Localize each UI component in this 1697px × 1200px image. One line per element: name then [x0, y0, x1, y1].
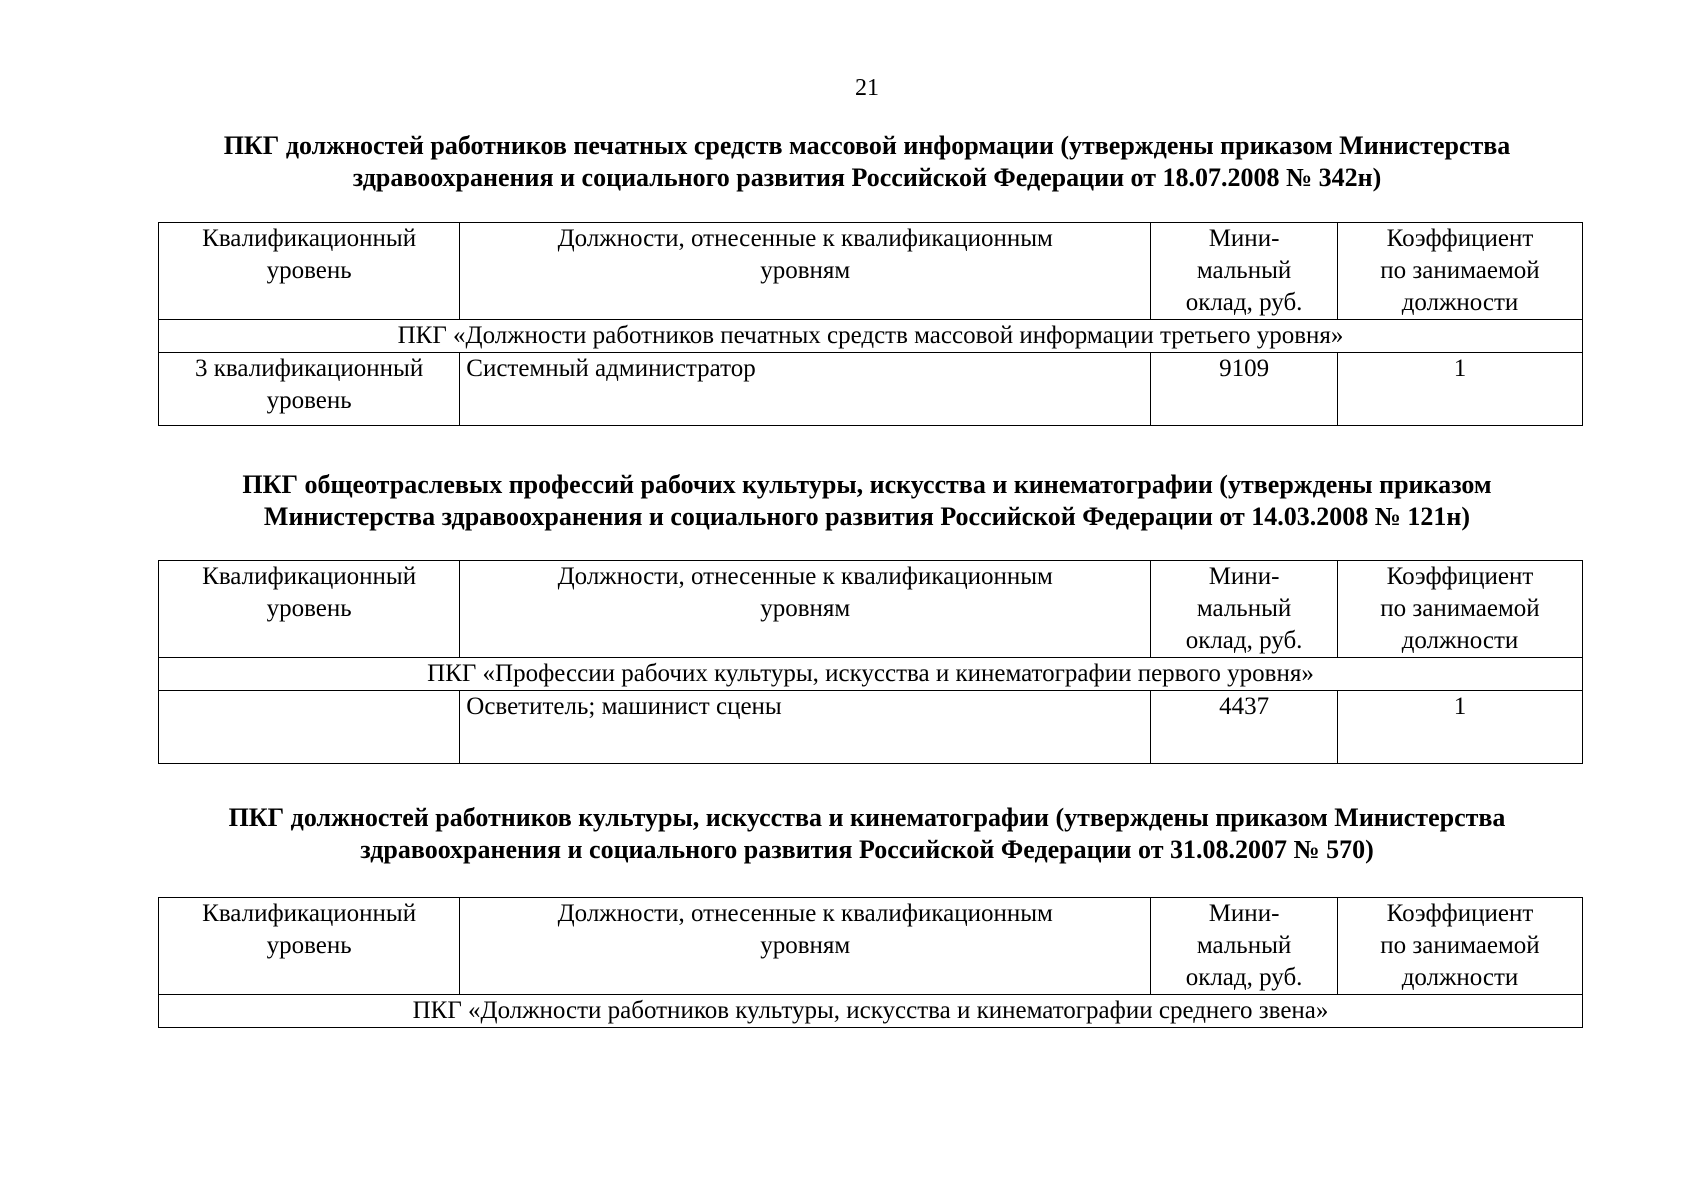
header-positions-line-2: уровням [760, 932, 851, 959]
header-coef-line-2: по занимаемой [1380, 257, 1540, 284]
header-positions-line-1: Должности, отнесенные к квалификационным [557, 900, 1053, 927]
header-level-line-1: Квалификационный [202, 225, 417, 252]
page-number: 21 [855, 75, 879, 101]
header-salary-line-3: оклад, руб. [1185, 627, 1303, 654]
header-salary-line-2: мальный [1196, 932, 1292, 959]
header-positions-line-1: Должности, отнесенные к квалификационным [557, 225, 1053, 252]
section-1-heading-line-2: здравоохранения и социального развития Российской Федерации от 18.07.2008 № 342н) [352, 163, 1382, 192]
section-3-heading [150, 802, 1584, 866]
table-row [159, 691, 1583, 764]
level-line-2: уровень [266, 387, 352, 414]
header-positions-cell [460, 898, 1151, 995]
header-salary-cell [1151, 223, 1338, 320]
header-coef-line-1: Коэффициент [1386, 900, 1534, 927]
group-title-row [159, 658, 1583, 691]
positions-cell: Системный администратор [460, 353, 1151, 426]
header-level-line-1: Квалификационный [202, 563, 417, 590]
header-coef-line-2: по занимаемой [1380, 932, 1540, 959]
section-3-heading-line-1: ПКГ должностей работников культуры, искусства и кинематографии (утверждены приказом Министерства [228, 803, 1506, 832]
header-salary-line-3: оклад, руб. [1185, 289, 1303, 316]
positions-cell: Осветитель; машинист сцены [460, 691, 1151, 764]
group-title-row [159, 995, 1583, 1028]
header-coef-line-2: по занимаемой [1380, 595, 1540, 622]
level-cell [159, 353, 460, 426]
level-line-1: 3 квалификационный [195, 355, 424, 382]
section-2-table [158, 560, 1583, 764]
header-positions-line-1: Должности, отнесенные к квалификационным [557, 563, 1053, 590]
header-salary-line-1: Мини- [1208, 900, 1280, 927]
header-level-line-2: уровень [266, 257, 352, 284]
table-header-row [159, 223, 1583, 320]
group-title-cell: ПКГ «Профессии рабочих культуры, искусства и кинематографии первого уровня» [159, 658, 1583, 691]
header-salary-line-2: мальный [1196, 257, 1292, 284]
coef-cell: 1 [1337, 353, 1582, 426]
salary-cell: 4437 [1151, 691, 1338, 764]
header-salary-line-1: Мини- [1208, 563, 1280, 590]
section-2-heading-line-1: ПКГ общеотраслевых профессий рабочих культуры, искусства и кинематографии (утверждены приказом [242, 470, 1492, 499]
header-coef-cell [1337, 223, 1582, 320]
section-1-heading-line-1: ПКГ должностей работников печатных средств массовой информации (утверждены приказом Министерства [223, 131, 1511, 160]
header-coef-cell [1337, 561, 1582, 658]
section-3-table [158, 897, 1583, 1028]
group-title-cell: ПКГ «Должности работников печатных средств массовой информации третьего уровня» [159, 320, 1583, 353]
header-level-line-1: Квалификационный [202, 900, 417, 927]
header-level-cell [159, 561, 460, 658]
table-header-row [159, 898, 1583, 995]
header-positions-line-2: уровням [760, 595, 851, 622]
salary-cell: 9109 [1151, 353, 1338, 426]
header-level-line-2: уровень [266, 595, 352, 622]
header-positions-line-2: уровням [760, 257, 851, 284]
section-2-heading [150, 469, 1584, 533]
header-coef-line-3: должности [1401, 627, 1519, 654]
header-coef-cell [1337, 898, 1582, 995]
header-salary-line-1: Мини- [1208, 225, 1280, 252]
section-1-heading [150, 130, 1584, 194]
header-coef-line-3: должности [1401, 289, 1519, 316]
header-coef-line-3: должности [1401, 964, 1519, 991]
coef-cell: 1 [1337, 691, 1582, 764]
level-cell [159, 691, 460, 764]
group-title-cell: ПКГ «Должности работников культуры, искусства и кинематографии среднего звена» [159, 995, 1583, 1028]
header-positions-cell [460, 223, 1151, 320]
header-coef-line-1: Коэффициент [1386, 563, 1534, 590]
section-1-table [158, 222, 1583, 426]
section-3-heading-line-2: здравоохранения и социального развития Российской Федерации от 31.08.2007 № 570) [360, 835, 1374, 864]
header-salary-line-2: мальный [1196, 595, 1292, 622]
table-header-row [159, 561, 1583, 658]
group-title-row [159, 320, 1583, 353]
header-salary-line-3: оклад, руб. [1185, 964, 1303, 991]
header-level-cell [159, 898, 460, 995]
section-2-heading-line-2: Министерства здравоохранения и социального развития Российской Федерации от 14.03.2008 № 121н) [263, 502, 1471, 531]
header-level-cell [159, 223, 460, 320]
header-positions-cell [460, 561, 1151, 658]
header-coef-line-1: Коэффициент [1386, 225, 1534, 252]
header-level-line-2: уровень [266, 932, 352, 959]
header-salary-cell [1151, 561, 1338, 658]
header-salary-cell [1151, 898, 1338, 995]
table-row [159, 353, 1583, 426]
